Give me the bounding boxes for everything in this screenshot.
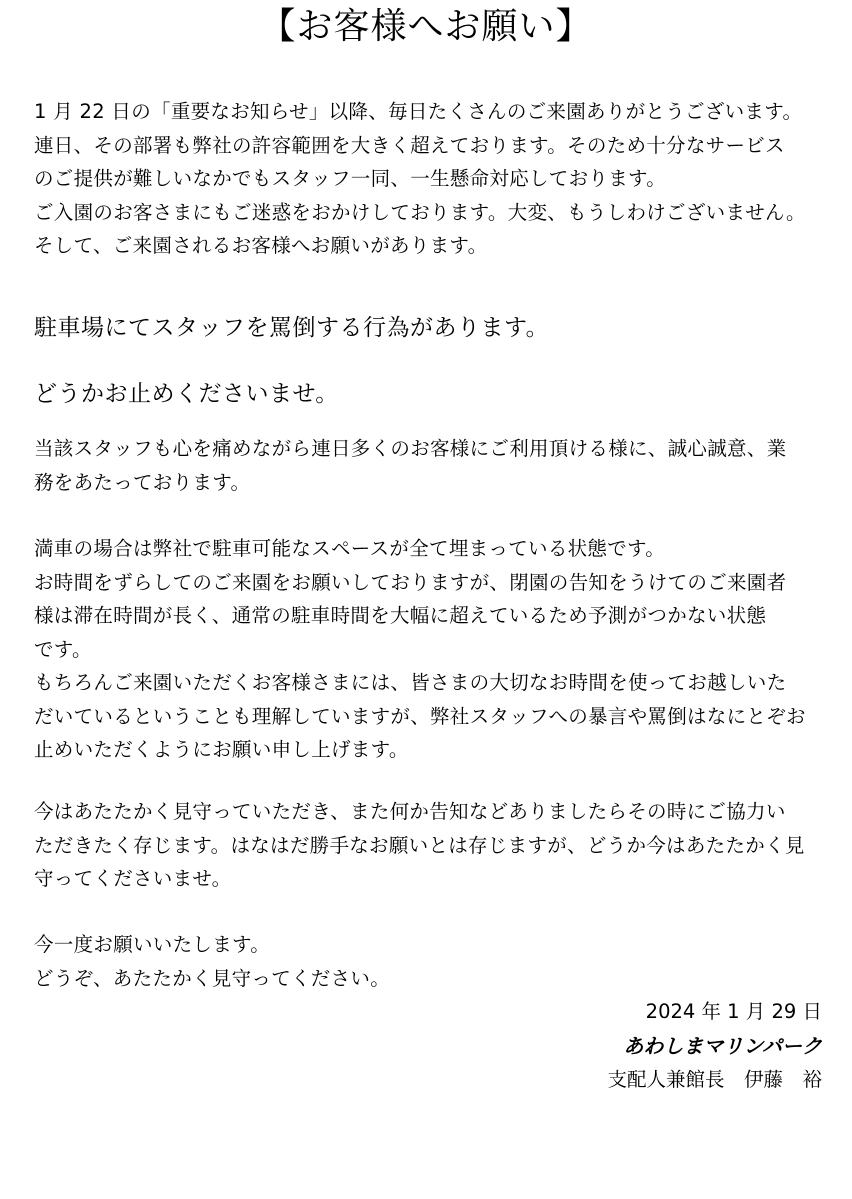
intro-paragraph	[34, 95, 824, 263]
paragraph-line: 務をあたっております。	[34, 470, 251, 494]
paragraph-line: だいているということも理解していますが、弊社スタッフへの暴言や罵倒はなにとぞお	[34, 704, 806, 728]
emphasis-request: どうかお止めくださいませ。	[34, 381, 339, 407]
paragraph-line: お時間をずらしてのご来園をお願いしておりますが、閉園の告知をうけてのご来園者	[34, 570, 787, 594]
document-title: 【お客様へお願い】	[259, 6, 593, 47]
signature-organization: あわしまマリンパーク	[623, 1034, 822, 1058]
paragraph-line: 1 月 22 日の「重要なお知らせ」以降、毎日たくさんのご来園ありがとうございます。	[34, 100, 803, 123]
parking-paragraph	[34, 532, 824, 767]
paragraph-line: 止めいただくようにお願い申し上げます。	[34, 738, 409, 761]
emphasis-statement: 駐車場にてスタッフを罵倒する行為があります。	[34, 315, 550, 341]
paragraph-line: 今はあたたかく見守っていただき、また何か告知などありましたらその時にご協力い	[34, 800, 786, 823]
paragraph-line: 連日、その部署も弊社の許容範囲を大きく超えております。そのため十分なサービス	[34, 133, 785, 157]
paragraph-line: 今一度お願いいたします。	[34, 933, 271, 956]
paragraph-line: 様は滞在時間が長く、通常の駐車時間を大幅に超えているため予測がつかない状態	[34, 604, 767, 627]
staff-paragraph	[34, 432, 824, 499]
paragraph-line: どうぞ、あたたかく見守ってください。	[34, 966, 391, 990]
signature-person: 支配人兼館長 伊藤 裕	[607, 1068, 822, 1091]
paragraph-line: ただきたく存じます。はなはだ勝手なお願いとは存じますが、どうか今はあたたかく見	[34, 833, 805, 857]
paragraph-line: ご入園のお客さまにもご迷惑をおかけしております。大変、もうしわけございません。	[34, 200, 806, 224]
paragraph-line: もちろんご来園いただくお客様さまには、皆さまの大切なお時間を使ってお越しいた	[34, 671, 787, 694]
paragraph-line: そして、ご来園されるお客様へお願いがあります。	[34, 234, 488, 257]
paragraph-line: です。	[34, 637, 92, 661]
watch-paragraph	[34, 795, 824, 896]
signature-date: 2024 年 1 月 29 日	[645, 1000, 822, 1023]
paragraph-line: 守ってくださいませ。	[34, 867, 232, 890]
closing-paragraph	[34, 928, 824, 995]
paragraph-line: のご提供が難しいなかでもスタッフ一同、一生懸命対応しております。	[34, 167, 667, 190]
paragraph-line: 当該スタッフも心を痛めながら連日多くのお客様にご利用頂ける様に、誠心誠意、業	[34, 437, 787, 460]
paragraph-line: 満車の場合は弊社で駐車可能なスペースが全て埋まっている状態です。	[34, 537, 666, 560]
